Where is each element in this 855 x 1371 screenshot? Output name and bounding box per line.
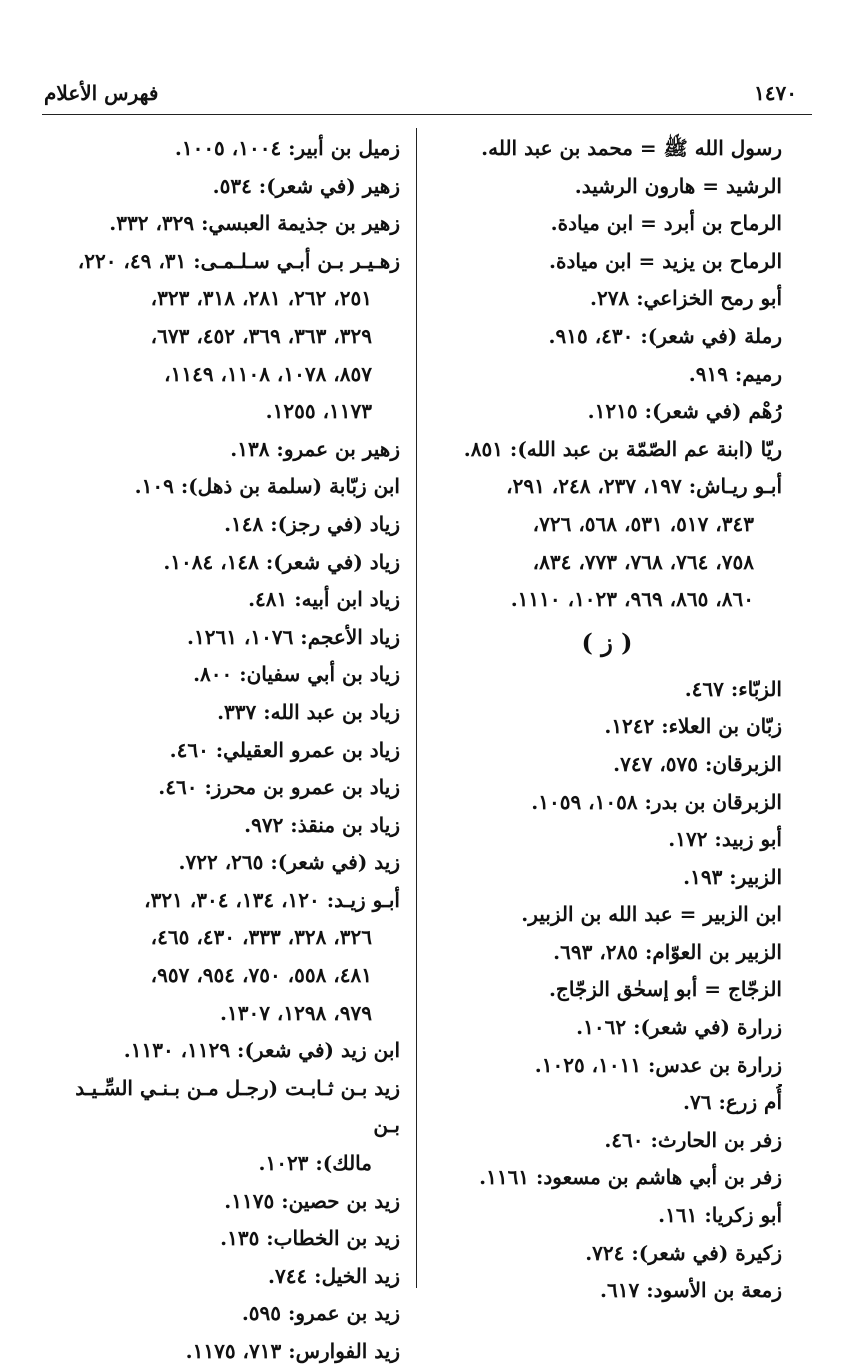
left-entries [42, 130, 400, 1371]
entry-line: زفر بن الحارث: ٤٦٠. [604, 1127, 782, 1152]
entry-line: زياد ابن أبيه: ٤٨١. [248, 587, 400, 612]
right-entries-before [432, 130, 782, 619]
index-entry [432, 393, 782, 431]
entry-line: الرشيد = هارون الرشيد. [574, 173, 782, 198]
left-column [42, 130, 400, 1371]
index-entry [432, 280, 782, 318]
entry-line: زياد (في رجز): ١٤٨. [224, 511, 400, 536]
index-entry [42, 1258, 400, 1296]
index-entry [42, 205, 400, 243]
entry-continuation: ٨٦٠، ٨٦٥، ٩٦٩، ١٠٢٣، ١١١٠. [510, 587, 754, 612]
entry-line: الزبير بن العوّام: ٢٨٥، ٦٩٣. [553, 939, 782, 964]
index-entry [42, 844, 400, 882]
index-entry [432, 1159, 782, 1197]
entry-line: زكيرة (في شعر): ٧٢٤. [585, 1240, 782, 1265]
page-number: ١٤٧٠ [754, 81, 797, 105]
index-entry [42, 431, 400, 469]
entry-continuation: مالك): ١٠٢٣. [258, 1151, 372, 1176]
entry-line: الزبّاء: ٤٦٧. [684, 676, 782, 701]
running-title: فهرس الأعلام [44, 81, 159, 105]
entry-line: أُم زرع: ٧٦. [683, 1090, 782, 1115]
index-entry [432, 896, 782, 934]
entry-line: أبـو ريـاش: ١٩٧، ٢٣٧، ٢٤٨، ٢٩١، [506, 474, 782, 499]
entry-continuation: ٣٤٣، ٥١٧، ٥٣١، ٥٦٨، ٧٢٦، [532, 511, 754, 536]
index-entry [432, 1047, 782, 1085]
entry-line: زياد بن منقذ: ٩٧٢. [244, 812, 400, 837]
entry-line: ابن زبّابة (سلمة بن ذهل): ١٠٩. [134, 474, 400, 499]
index-entry [42, 544, 400, 582]
entry-line: الرماح بن أبرد = ابن ميادة. [550, 211, 782, 236]
index-entry [42, 581, 400, 619]
entry-line: زمعة بن الأسود: ٦١٧. [600, 1278, 782, 1303]
column-divider [416, 128, 417, 1288]
index-entry [432, 821, 782, 859]
entry-line: ابن الزبير = عبد الله بن الزبير. [521, 902, 782, 927]
entry-continuation: ٩٧٩، ١٢٩٨، ١٣٠٧. [220, 1000, 372, 1025]
entry-line: أبو رمح الخزاعي: ٢٧٨. [590, 286, 782, 311]
header-rule [42, 114, 812, 115]
entry-line: رميم: ٩١٩. [688, 361, 782, 386]
index-entry [42, 1032, 400, 1070]
entry-continuation: ١١٧٣، ١٢٥٥. [265, 399, 372, 424]
index-entry [432, 1197, 782, 1235]
entry-line: رسول الله ﷺ = محمد بن عبد الله. [481, 136, 782, 160]
index-entry [42, 807, 400, 845]
entry-line: زيد بن عمرو: ٥٩٥. [241, 1301, 400, 1326]
entry-line: الرماح بن يزيد = ابن ميادة. [549, 248, 782, 273]
entry-line: زياد بن أبي سفيان: ٨٠٠. [193, 662, 400, 687]
entry-line: زياد بن عمرو العقيلي: ٤٦٠. [169, 737, 400, 762]
entry-line: زبّان بن العلاء: ١٢٤٢. [604, 714, 782, 739]
entry-continuation: ٣٢٦، ٣٢٨، ٣٣٣، ٤٣٠، ٤٦٥، [150, 925, 372, 950]
index-entry [42, 732, 400, 770]
entry-line: زيد بن حصين: ١١٧٥. [224, 1188, 400, 1213]
index-entry [432, 1272, 782, 1310]
entry-line: زيد بن الخطاب: ١٣٥. [220, 1226, 400, 1251]
index-entry [42, 243, 400, 431]
index-entry [42, 468, 400, 506]
index-entry [42, 168, 400, 206]
entry-line: رُهْم (في شعر): ١٢١٥. [587, 399, 782, 424]
entry-line: الزبرقان بن بدر: ١٠٥٨، ١٠٥٩. [531, 789, 782, 814]
index-entry [42, 506, 400, 544]
right-column [432, 130, 782, 1310]
index-entry [432, 784, 782, 822]
entry-line: زرارة بن عدس: ١٠١١، ١٠٢٥. [534, 1052, 782, 1077]
entry-line: زيد الفوارس: ٧١٣، ١١٧٥. [185, 1339, 400, 1363]
index-entry [432, 708, 782, 746]
entry-line: زهـيـر بـن أبـي سـلـمـى: ٣١، ٤٩، ٢٢٠، [77, 248, 400, 273]
index-entry [432, 1084, 782, 1122]
entry-continuation: ٧٥٨، ٧٦٤، ٧٦٨، ٧٧٣، ٨٣٤، [532, 549, 754, 574]
index-entry [432, 1009, 782, 1047]
entry-line: زيد بـن ثـابـت (رجـل مـن بـنـي السِّـيـد بـن [75, 1075, 400, 1138]
entry-line: زفر بن أبي هاشم بن مسعود: ١١٦١. [479, 1165, 782, 1190]
entry-line: أبو زبيد: ١٧٢. [668, 827, 782, 852]
entry-line: زياد بن عبد الله: ٣٣٧. [217, 699, 400, 724]
index-entry [42, 769, 400, 807]
entry-line: زهير (في شعر): ٥٣٤. [212, 173, 400, 198]
entry-line: الزجّاج = أبو إسحٰق الزجّاج. [548, 977, 782, 1002]
entry-line: الزبير: ١٩٣. [683, 864, 782, 889]
entry-line: أبو زكريا: ١٦١. [658, 1203, 782, 1228]
entry-line: زميل بن أبير: ١٠٠٤، ١٠٠٥. [174, 136, 400, 160]
section-heading: ( ز ) [581, 627, 633, 657]
entry-line: ريّا (ابنة عم الصّمّة بن عبد الله): ٨٥١. [463, 436, 782, 461]
index-entry [42, 1295, 400, 1333]
index-entry [42, 1183, 400, 1221]
index-entry [42, 694, 400, 732]
entry-line: زهير بن جذيمة العبسي: ٣٢٩، ٣٣٢. [109, 211, 400, 236]
index-entry [432, 318, 782, 356]
entry-line: ابن زيد (في شعر): ١١٢٩، ١١٣٠. [123, 1038, 400, 1063]
index-entry [432, 934, 782, 972]
index-entry [432, 468, 782, 618]
index-entry [432, 130, 782, 168]
entry-continuation: ٢٥١، ٢٦٢، ٢٨١، ٣١٨، ٣٢٣، [150, 286, 372, 311]
entry-line: زيد (في شعر): ٢٦٥، ٧٢٢. [178, 850, 400, 875]
index-entry [42, 1333, 400, 1371]
entry-continuation: ٣٢٩، ٣٦٣، ٣٦٩، ٤٥٢، ٦٧٣، [150, 323, 372, 348]
entry-line: زياد (في شعر): ١٤٨، ١٠٨٤. [163, 549, 400, 574]
index-entry [42, 1070, 400, 1183]
index-entry [432, 431, 782, 469]
entry-continuation: ٨٥٧، ١٠٧٨، ١١٠٨، ١١٤٩، [164, 361, 372, 386]
entry-continuation: ٤٨١، ٥٥٨، ٧٥٠، ٩٥٤، ٩٥٧، [150, 963, 372, 988]
index-entry [432, 168, 782, 206]
index-entry [432, 205, 782, 243]
index-entry [432, 971, 782, 1009]
entry-line: زياد بن عمرو بن محرز: ٤٦٠. [158, 775, 400, 800]
entry-line: الزبرقان: ٥٧٥، ٧٤٧. [613, 751, 782, 776]
index-entry [432, 1235, 782, 1273]
entry-line: أبـو زيـد: ١٢٠، ١٣٤، ٣٠٤، ٣٢١، [144, 887, 400, 912]
entry-line: زياد الأعجم: ١٠٧٦، ١٢٦١. [187, 624, 400, 649]
index-entry [432, 243, 782, 281]
index-entry [42, 130, 400, 168]
index-entry [42, 882, 400, 1032]
index-entry [432, 746, 782, 784]
index-entry [432, 859, 782, 897]
index-entry [432, 1122, 782, 1160]
entry-line: زيد الخيل: ٧٤٤. [268, 1263, 400, 1288]
entry-line: زهير بن عمرو: ١٣٨. [230, 436, 400, 461]
index-entry [42, 619, 400, 657]
index-entry [432, 356, 782, 394]
index-entry [432, 671, 782, 709]
entry-line: زرارة (في شعر): ١٠٦٢. [576, 1015, 782, 1040]
index-entry [42, 1220, 400, 1258]
right-entries-after [432, 671, 782, 1310]
index-entry [42, 656, 400, 694]
entry-line: رملة (في شعر): ٤٣٠، ٩١٥. [548, 323, 782, 348]
